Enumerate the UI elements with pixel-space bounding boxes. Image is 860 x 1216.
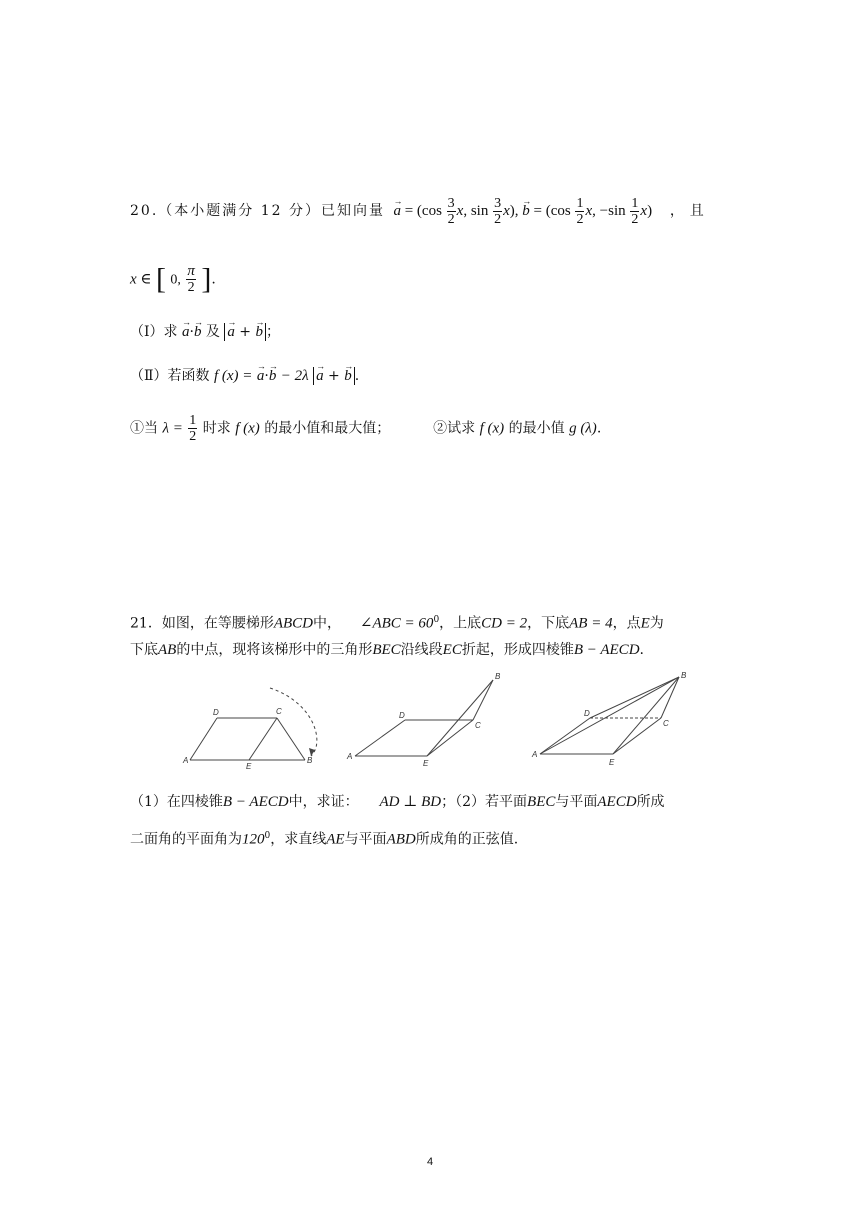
label-E: E	[609, 758, 615, 767]
q21-aecd: AECD	[597, 794, 637, 810]
q21-bec: BEC	[372, 642, 401, 658]
frac-num: 1	[189, 413, 197, 428]
label-A: A	[347, 752, 353, 761]
frac-den: 2	[189, 429, 197, 444]
label-A: A	[183, 756, 189, 765]
vector-a: → a	[257, 366, 265, 386]
fraction-1-2c	[188, 413, 197, 444]
q21-text: .	[639, 642, 644, 658]
q21-text: ；（2）若平面	[441, 794, 528, 810]
domain-zero: 0,	[170, 272, 181, 288]
edge-AD	[540, 718, 590, 754]
q21-line1	[130, 610, 664, 634]
q21-text: 与平面	[344, 831, 387, 848]
frac-den: 2	[494, 212, 502, 227]
q21-text: 中，求证：	[288, 794, 359, 810]
edge-EB	[427, 680, 493, 756]
sin-label: sin	[608, 202, 626, 219]
q21-text: 与平面	[555, 794, 598, 810]
edge-AB	[540, 677, 679, 754]
q21-text: ，求直线	[270, 831, 327, 848]
frac-den: 2	[631, 212, 639, 227]
figure-1-labels	[182, 707, 313, 771]
sub1-end: 的最小值和最大值；	[264, 420, 391, 437]
edge-AD	[190, 718, 217, 760]
vector-a: → a	[182, 322, 190, 342]
cos-label: cos	[421, 202, 442, 219]
q21-degree: 0	[433, 615, 440, 625]
frac-num: 3	[494, 196, 502, 211]
sin-label: sin	[470, 202, 489, 219]
lambda-eq: λ =	[162, 420, 183, 437]
q21-ae: AE	[326, 831, 345, 848]
edge-CB	[277, 718, 305, 760]
label-B: B	[681, 671, 687, 680]
left-bracket: [	[155, 262, 166, 296]
part1-prefix: （Ⅰ）求	[130, 324, 178, 340]
q20-lead: 20.（本小题满分 12 分）已知向量	[130, 202, 385, 219]
edge-EB	[613, 677, 679, 754]
label-B: B	[307, 756, 313, 765]
q21-text: 中，	[313, 615, 341, 632]
part1-and: 及	[205, 324, 220, 340]
q21-text: 沿线段	[400, 642, 443, 658]
edge-EC	[427, 720, 473, 756]
q21-text: （1）在四棱锥	[130, 794, 223, 810]
q21-text: ，上底	[439, 615, 482, 632]
folding-figures	[165, 668, 695, 776]
sub1-text: 时求	[202, 420, 231, 437]
q21-abd: ABD	[386, 831, 416, 848]
vector-b: → b	[269, 366, 277, 386]
q21-angle: ∠ABC = 60	[359, 615, 434, 632]
frac-num: π	[187, 263, 195, 279]
vector-a: → a	[393, 201, 401, 221]
g-lambda: g (λ)	[569, 420, 597, 437]
label-D: D	[584, 709, 590, 718]
q20-line1	[130, 196, 710, 227]
q21-cd: CD = 2	[481, 615, 528, 632]
edge-CB	[661, 677, 679, 718]
label-E: E	[423, 759, 429, 768]
q21-e: E	[640, 615, 650, 632]
label-C: C	[663, 719, 669, 728]
vector-a-def: → a = (cos $\frac{3}{2}$ x, sin $\frac{3}{2}$ x), → b = (cos $\frac{1}{2}$ x, −sin $\frac{1}{2}$ x)	[393, 203, 655, 219]
q21-text: 所成角的正弦值.	[415, 831, 519, 848]
vector-a: → a	[227, 323, 235, 341]
vector-b: → b	[344, 367, 352, 385]
label-A: A	[532, 750, 538, 759]
q21-ab-label: AB	[158, 642, 177, 658]
vector-b: → b	[255, 323, 263, 341]
figure-2-folding	[355, 680, 493, 756]
sub2-text: 的最小值	[508, 420, 565, 437]
abs-sum: → a + → b	[313, 367, 355, 385]
edge-EC	[613, 718, 661, 754]
qie-text: ，且	[669, 202, 710, 219]
q21-text: 的中点，现将该梯形中的三角形	[176, 642, 373, 658]
part2-end: .	[354, 368, 360, 384]
q21-text: 二面角的平面角为	[130, 831, 242, 848]
fx2: f (x)	[479, 420, 505, 437]
cos-label: cos	[550, 202, 571, 219]
q21-line3	[130, 792, 665, 812]
q21-line4	[130, 826, 518, 850]
label-C: C	[475, 721, 481, 730]
minus-2-lambda: − 2λ	[280, 368, 309, 384]
part2-prefix: （Ⅱ）若函数	[130, 368, 210, 384]
q21-pyramid: B − AECD	[573, 642, 640, 658]
vector-b: → b	[194, 322, 202, 342]
q21-abcd: ABCD	[273, 615, 313, 632]
q21-text: 为	[649, 615, 664, 632]
q21-degree: 0	[264, 831, 271, 841]
fraction-3-2	[447, 196, 456, 227]
frac-den: 2	[187, 280, 195, 295]
q21-120: 120	[242, 831, 265, 848]
q21-perp: AD ⊥ BD	[379, 794, 442, 810]
label-E: E	[246, 762, 252, 771]
label-D: D	[399, 711, 405, 720]
q21-text: 下底	[130, 642, 158, 658]
frac-num: 1	[631, 196, 639, 211]
q20-sub	[130, 413, 601, 444]
frac-num: 1	[576, 196, 584, 211]
q20-part1: （Ⅰ）求 → a·→ b 及 → a + → b ；	[130, 322, 280, 342]
q21-text: ，下底	[527, 615, 570, 632]
q20-part2: （Ⅱ）若函数 f (x) = → a·→ b − 2λ → a + → b .	[130, 366, 359, 386]
part1-end: ；	[265, 324, 280, 340]
fraction-1-2	[575, 196, 584, 227]
vector-a: → a	[316, 367, 324, 385]
q21-text: 折起，形成四棱锥	[461, 642, 574, 658]
abs-sum: → a + → b	[224, 323, 266, 341]
page-number: 4	[426, 1156, 434, 1168]
figure-3-pyramid	[540, 677, 679, 754]
sub2-end: .	[596, 420, 602, 437]
fx: f (x)	[235, 420, 260, 437]
fold-arc	[270, 688, 317, 756]
fraction-pi-2	[186, 264, 196, 295]
label-B: B	[495, 672, 501, 681]
q21-ec: EC	[442, 642, 462, 658]
q21-pyramid: B − AECD	[222, 794, 289, 810]
q21-text: 21．如图，在等腰梯形	[130, 615, 274, 632]
edge-DB	[590, 677, 679, 718]
fraction-3-2b	[493, 196, 502, 227]
frac-den: 2	[576, 212, 584, 227]
domain-prefix: x ∈	[130, 271, 152, 288]
q21-ab: AB = 4	[569, 615, 613, 632]
right-bracket: ]	[201, 262, 212, 296]
q21-text: 所成	[636, 794, 665, 810]
vector-b: → b	[522, 201, 530, 221]
fraction-1-2b	[630, 196, 639, 227]
edge-AD	[355, 720, 405, 756]
function-f: f (x) =	[213, 368, 253, 384]
q21-line2	[130, 640, 644, 660]
sub2-prefix: ②试求	[433, 420, 476, 437]
frac-num: 3	[447, 196, 455, 211]
sub1-prefix: ①当	[130, 420, 158, 437]
label-C: C	[276, 707, 282, 716]
q21-bec: BEC	[527, 794, 556, 810]
q21-text: ，点	[612, 615, 641, 632]
figure-1-trapezoid	[190, 688, 317, 760]
q20-domain: x ∈ [ 0, $\frac{\pi}{2}$ ].	[130, 262, 216, 296]
edge-EC	[249, 718, 277, 760]
frac-den: 2	[447, 212, 455, 227]
label-D: D	[213, 708, 219, 717]
